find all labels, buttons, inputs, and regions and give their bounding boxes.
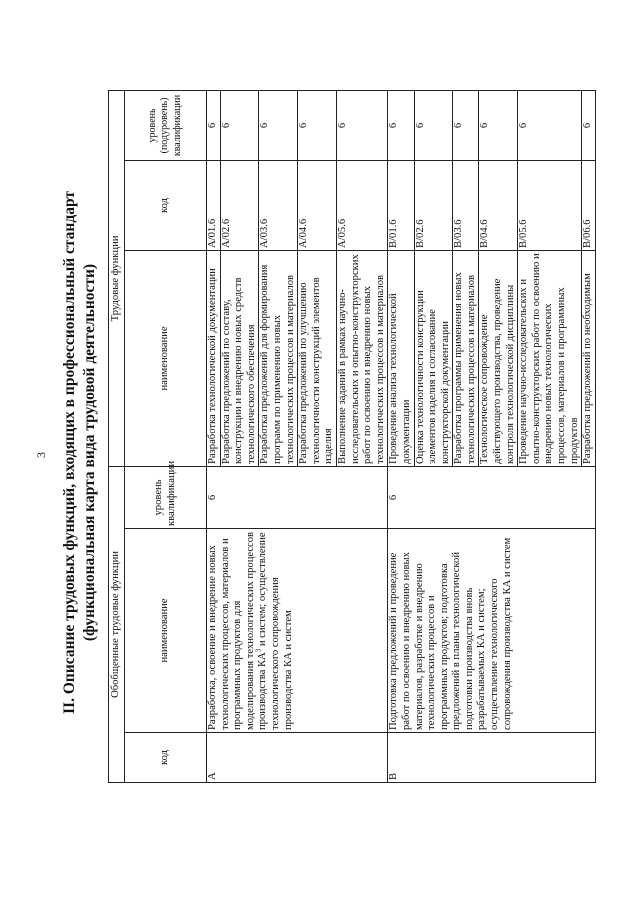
group-b-level: 6 xyxy=(388,466,596,528)
labor-functions-header: Трудовые функции xyxy=(109,90,125,466)
col-tf-name-header: наименование xyxy=(125,250,207,466)
functional-map-table xyxy=(108,90,596,783)
function-code: B/06.6 xyxy=(582,160,596,250)
function-level: 6 xyxy=(582,90,596,160)
function-code: B/05.6 xyxy=(518,160,582,250)
function-name: Разработка предложений для формирования программ по применению новых технологических процессов и материалов xyxy=(259,250,298,466)
group-a-code: A xyxy=(207,733,388,783)
col-level-header: уровень квалификации xyxy=(125,466,207,528)
function-name: Выполнение заданий в рамках научно-исследовательских и опытно-конструкторских работ по освоению и внедрению новых технологических процессов и материалов xyxy=(336,250,387,466)
page-number: 3 xyxy=(34,452,48,458)
group-a-name: Разработка, освоение и внедрение новых технологических процессов, материалов и программных продуктов для моделирования технологических процессов производства $КА^3$ и систем; осуществление технологического сопровождения производства КА и систем xyxy=(207,529,388,733)
function-level: 6 xyxy=(298,90,337,160)
function-code: B/03.6 xyxy=(453,160,479,250)
function-code: A/03.6 xyxy=(259,160,298,250)
function-level: 6 xyxy=(518,90,582,160)
function-code: A/05.6 xyxy=(336,160,387,250)
group-b-name: Подготовка предложений и проведение работ по освоению и внедрению новых материалов, разработке и внедрению технологических процессов и программных продуктов; подготовка предложений в планы технологической подготовки производства вновь разрабатываемых КА и систем; осуществление технологического сопровождения производства КА и систем xyxy=(388,529,596,733)
function-name: Разработка предложений по необходимым xyxy=(582,250,596,466)
col-tf-code-header: код xyxy=(125,160,207,250)
function-level: 6 xyxy=(220,90,259,160)
function-code: B/01.6 xyxy=(388,160,414,250)
function-code: A/02.6 xyxy=(220,160,259,250)
col-tf-level-header: уровень (подуровень) квалификации xyxy=(125,90,207,160)
col-code-header: код xyxy=(125,733,207,783)
function-level: 6 xyxy=(207,90,221,160)
function-code: A/04.6 xyxy=(298,160,337,250)
function-level: 6 xyxy=(414,90,453,160)
function-name: Разработка предложений по улучшению технологичности конструкций элементов изделия xyxy=(298,250,337,466)
col-name-header: наименование xyxy=(125,529,207,733)
function-level: 6 xyxy=(479,90,518,160)
function-name: Разработка предложений по составу, конструкции и внедрению новых средств технологического обеспечения xyxy=(220,250,259,466)
function-name: Разработка программы применения новых технологических процессов и материалов xyxy=(453,250,479,466)
function-code: B/04.6 xyxy=(479,160,518,250)
function-level: 6 xyxy=(336,90,387,160)
function-name: Проведение научно-исследовательских и опытно-конструкторских работ по освоению и внедрению новых технологических процессов, материалов и программных продуктов xyxy=(518,250,582,466)
function-name: Оценка технологичности конструкции элементов изделия и согласование конструкторской документации xyxy=(414,250,453,466)
function-level: 6 xyxy=(388,90,414,160)
function-level: 6 xyxy=(259,90,298,160)
function-name: Проведение анализа технологической документации xyxy=(388,250,414,466)
section-title: II. Описание трудовых функций, входящих в профессиональный стандарт xyxy=(61,191,78,714)
function-code: A/01.6 xyxy=(207,160,221,250)
function-code: B/02.6 xyxy=(414,160,453,250)
group-a-level: 6 xyxy=(207,466,388,528)
generalized-functions-header: Обобщенные трудовые функции xyxy=(109,466,125,782)
group-b-code: B xyxy=(388,733,596,783)
function-name: Технологическое сопровождение действующего производства, проведение контроля технологической дисциплины xyxy=(479,250,518,466)
function-name: Разработка технологической документации xyxy=(207,250,221,466)
section-subtitle: (функциональная карта вида трудовой деятельности) xyxy=(81,263,98,642)
function-level: 6 xyxy=(453,90,479,160)
